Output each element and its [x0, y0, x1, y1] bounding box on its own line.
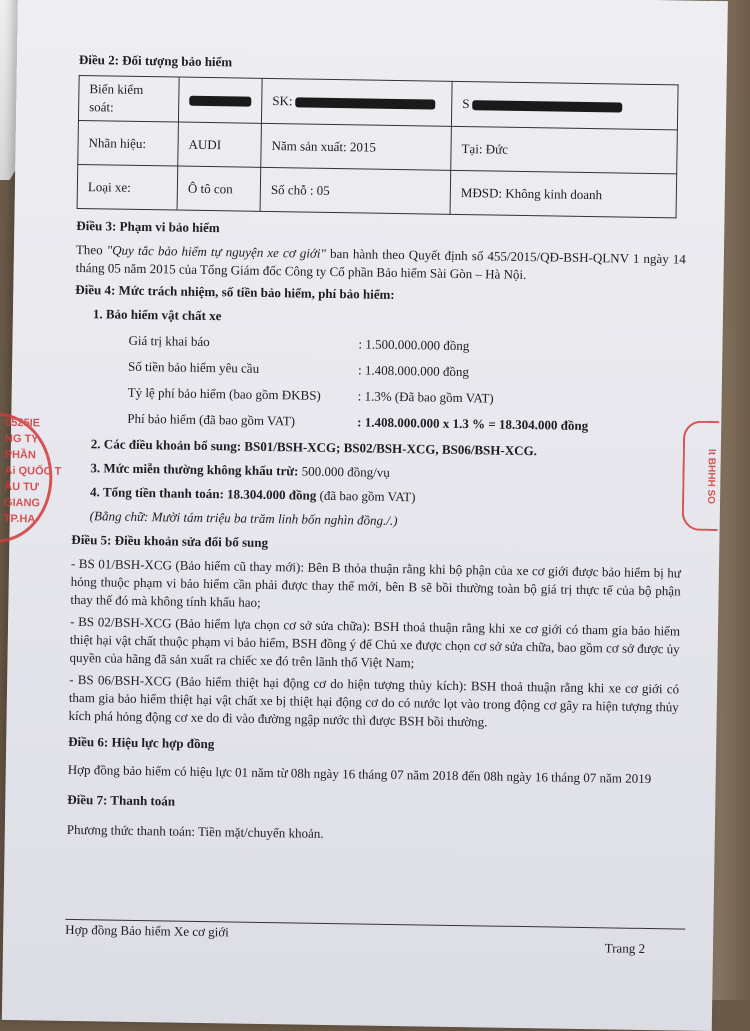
table-cell: MĐSD: Không kinh doanh — [450, 170, 677, 218]
table-cell: SK: — [261, 78, 452, 126]
edge-stamp: lt BHHH SO — [682, 421, 720, 532]
footer-title: Hợp đồng Bảo hiểm Xe cơ giới — [65, 921, 229, 940]
table-cell: Tại: Đức — [451, 126, 678, 174]
kv-row: Số tiền bảo hiểm yêu cầu : 1.408.000.000 đồng — [127, 358, 470, 380]
page-number: Trang 2 — [604, 940, 646, 956]
table-cell: AUDI — [178, 122, 262, 167]
amount-in-words: (Bằng chữ: Mười tám triệu ba trăm linh bốn nghìn đồng./.) — [89, 508, 398, 529]
table-cell: Biển kiểm soát: — [78, 75, 179, 122]
dieu4-item2: 2. Các điều khoản bổ sung: BS01/BSH-XCG; BS02/BSH-XCG, BS06/BSH-XCG. — [90, 436, 538, 459]
company-stamp: 0525IE NG TY PHẦN Ai QUỐC T ẦU TƯ GIANG TP.HA — [0, 415, 63, 546]
dieu2-heading: Điều 2: Đối tượng bảo hiểm — [78, 51, 233, 70]
table-row — [77, 164, 677, 217]
table-cell: Loại xe: — [77, 164, 178, 210]
dieu4-heading: Điều 4: Mức trách nhiệm, số tiền bảo hiểm, phí bảo hiểm: — [75, 281, 395, 302]
insured-object-table — [77, 75, 679, 218]
table-cell: Nhãn hiệu: — [78, 120, 179, 166]
dieu4-item3: 3. Mức miễn thường không khấu trừ: 500.000 đồng/vụ — [90, 460, 390, 480]
redacted-engine-number — [473, 100, 623, 112]
dieu7-text: Phương thức thanh toán: Tiền mặt/chuyển khoản. — [66, 821, 324, 841]
dieu6-heading: Điều 6: Hiệu lực hợp đồng — [68, 733, 215, 752]
dieu7-heading: Điều 7: Thanh toán — [67, 791, 176, 809]
table-cell — [178, 77, 262, 123]
dieu6-text: Hợp đồng bảo hiểm có hiệu lực 01 năm từ 08h ngày 16 tháng 07 năm 2018 đến 08h ngày 16 tháng 07 năm 2019 — [67, 761, 652, 787]
table-cell: Ô tô con — [177, 166, 261, 211]
table-cell: Số chỗ : 05 — [260, 167, 451, 214]
dieu4-item1-title: 1. Bảo hiểm vật chất xe — [92, 306, 222, 324]
dieu5-para: - BS 06/BSH-XCG (Bảo hiểm thiệt hại động cơ do hiện tượng thủy kích): BSH thoả thuận rằng khi xe cơ giới có tham gia bảo hiểm thiệt hại vật chất xe bị thiệt hại động cơ do có nước lọt vào trong động cơ gây ra hiện tượng thủy kích phá hỏng động cơ xe do đi vào đường ngập nước thì được BSH bồi thường. — [68, 671, 680, 730]
dieu4-item4: 4. Tổng tiền thanh toán: 18.304.000 đồng (đã bao gồm VAT) — [90, 484, 416, 505]
page-footer — [65, 919, 685, 958]
table-cell: Năm sản xuất: 2015 — [261, 123, 452, 170]
dieu4-list — [90, 305, 685, 534]
dieu3-heading: Điều 3: Phạm vi bảo hiểm — [76, 217, 220, 236]
redacted-plate — [189, 96, 251, 107]
document-page — [2, 0, 728, 1031]
document-content — [67, 51, 689, 852]
kv-row: Phí bảo hiểm (đã bao gồm VAT) : 1.408.000.000 x 1.3 % = 18.304.000 đồng — [127, 410, 589, 434]
dieu5-heading: Điều 5: Điều khoản sửa đổi bổ sung — [71, 531, 269, 550]
kv-row: Giá trị khai báo : 1.500.000.000 đồng — [128, 332, 470, 354]
dieu3-text: Theo "Quy tắc bảo hiểm tự nguyện xe cơ giới" ban hành theo Quyết định số 455/2015/QĐ-BSH-QLNV 1 ngày 14 tháng 05 năm 2015 của Tổng Giám đốc Công ty Cổ phần Bảo hiểm Sài Gòn – Hà Nội. — [75, 241, 686, 283]
redacted-frame-number — [296, 97, 436, 109]
table-cell: S — [451, 81, 678, 130]
dieu5-para: - BS 01/BSH-XCG (Bảo hiểm cũ thay mới): Bên B thỏa thuận rằng khi bộ phận của xe cơ giới được bảo hiểm bị hư hỏng thuộc phạm vi bảo hiểm cần phải được thay thế mới, bên B sẽ bồi thường toàn bộ giá trị thực tế của bộ phận thay thế đó mà không tính khấu hao; — [70, 555, 682, 610]
kv-row: Tỷ lệ phí bảo hiểm (bao gồm ĐKBS) : 1.3% (Đã bao gồm VAT) — [127, 384, 494, 406]
dieu5-para: - BS 02/BSH-XCG (Bảo hiểm lựa chọn cơ sở sửa chữa): BSH thoả thuận rằng khi xe cơ giới có tham gia bảo hiểm thiệt hại vật chất thuộc phạm vi bảo hiểm, BSH đồng ý để Chủ xe được chọn cơ sở sửa chữa, bao gồm cơ sở được ủy quyền của hãng đã sản xuất ra chiếc xe đó trên lãnh thổ Việt Nam; — [69, 613, 681, 671]
